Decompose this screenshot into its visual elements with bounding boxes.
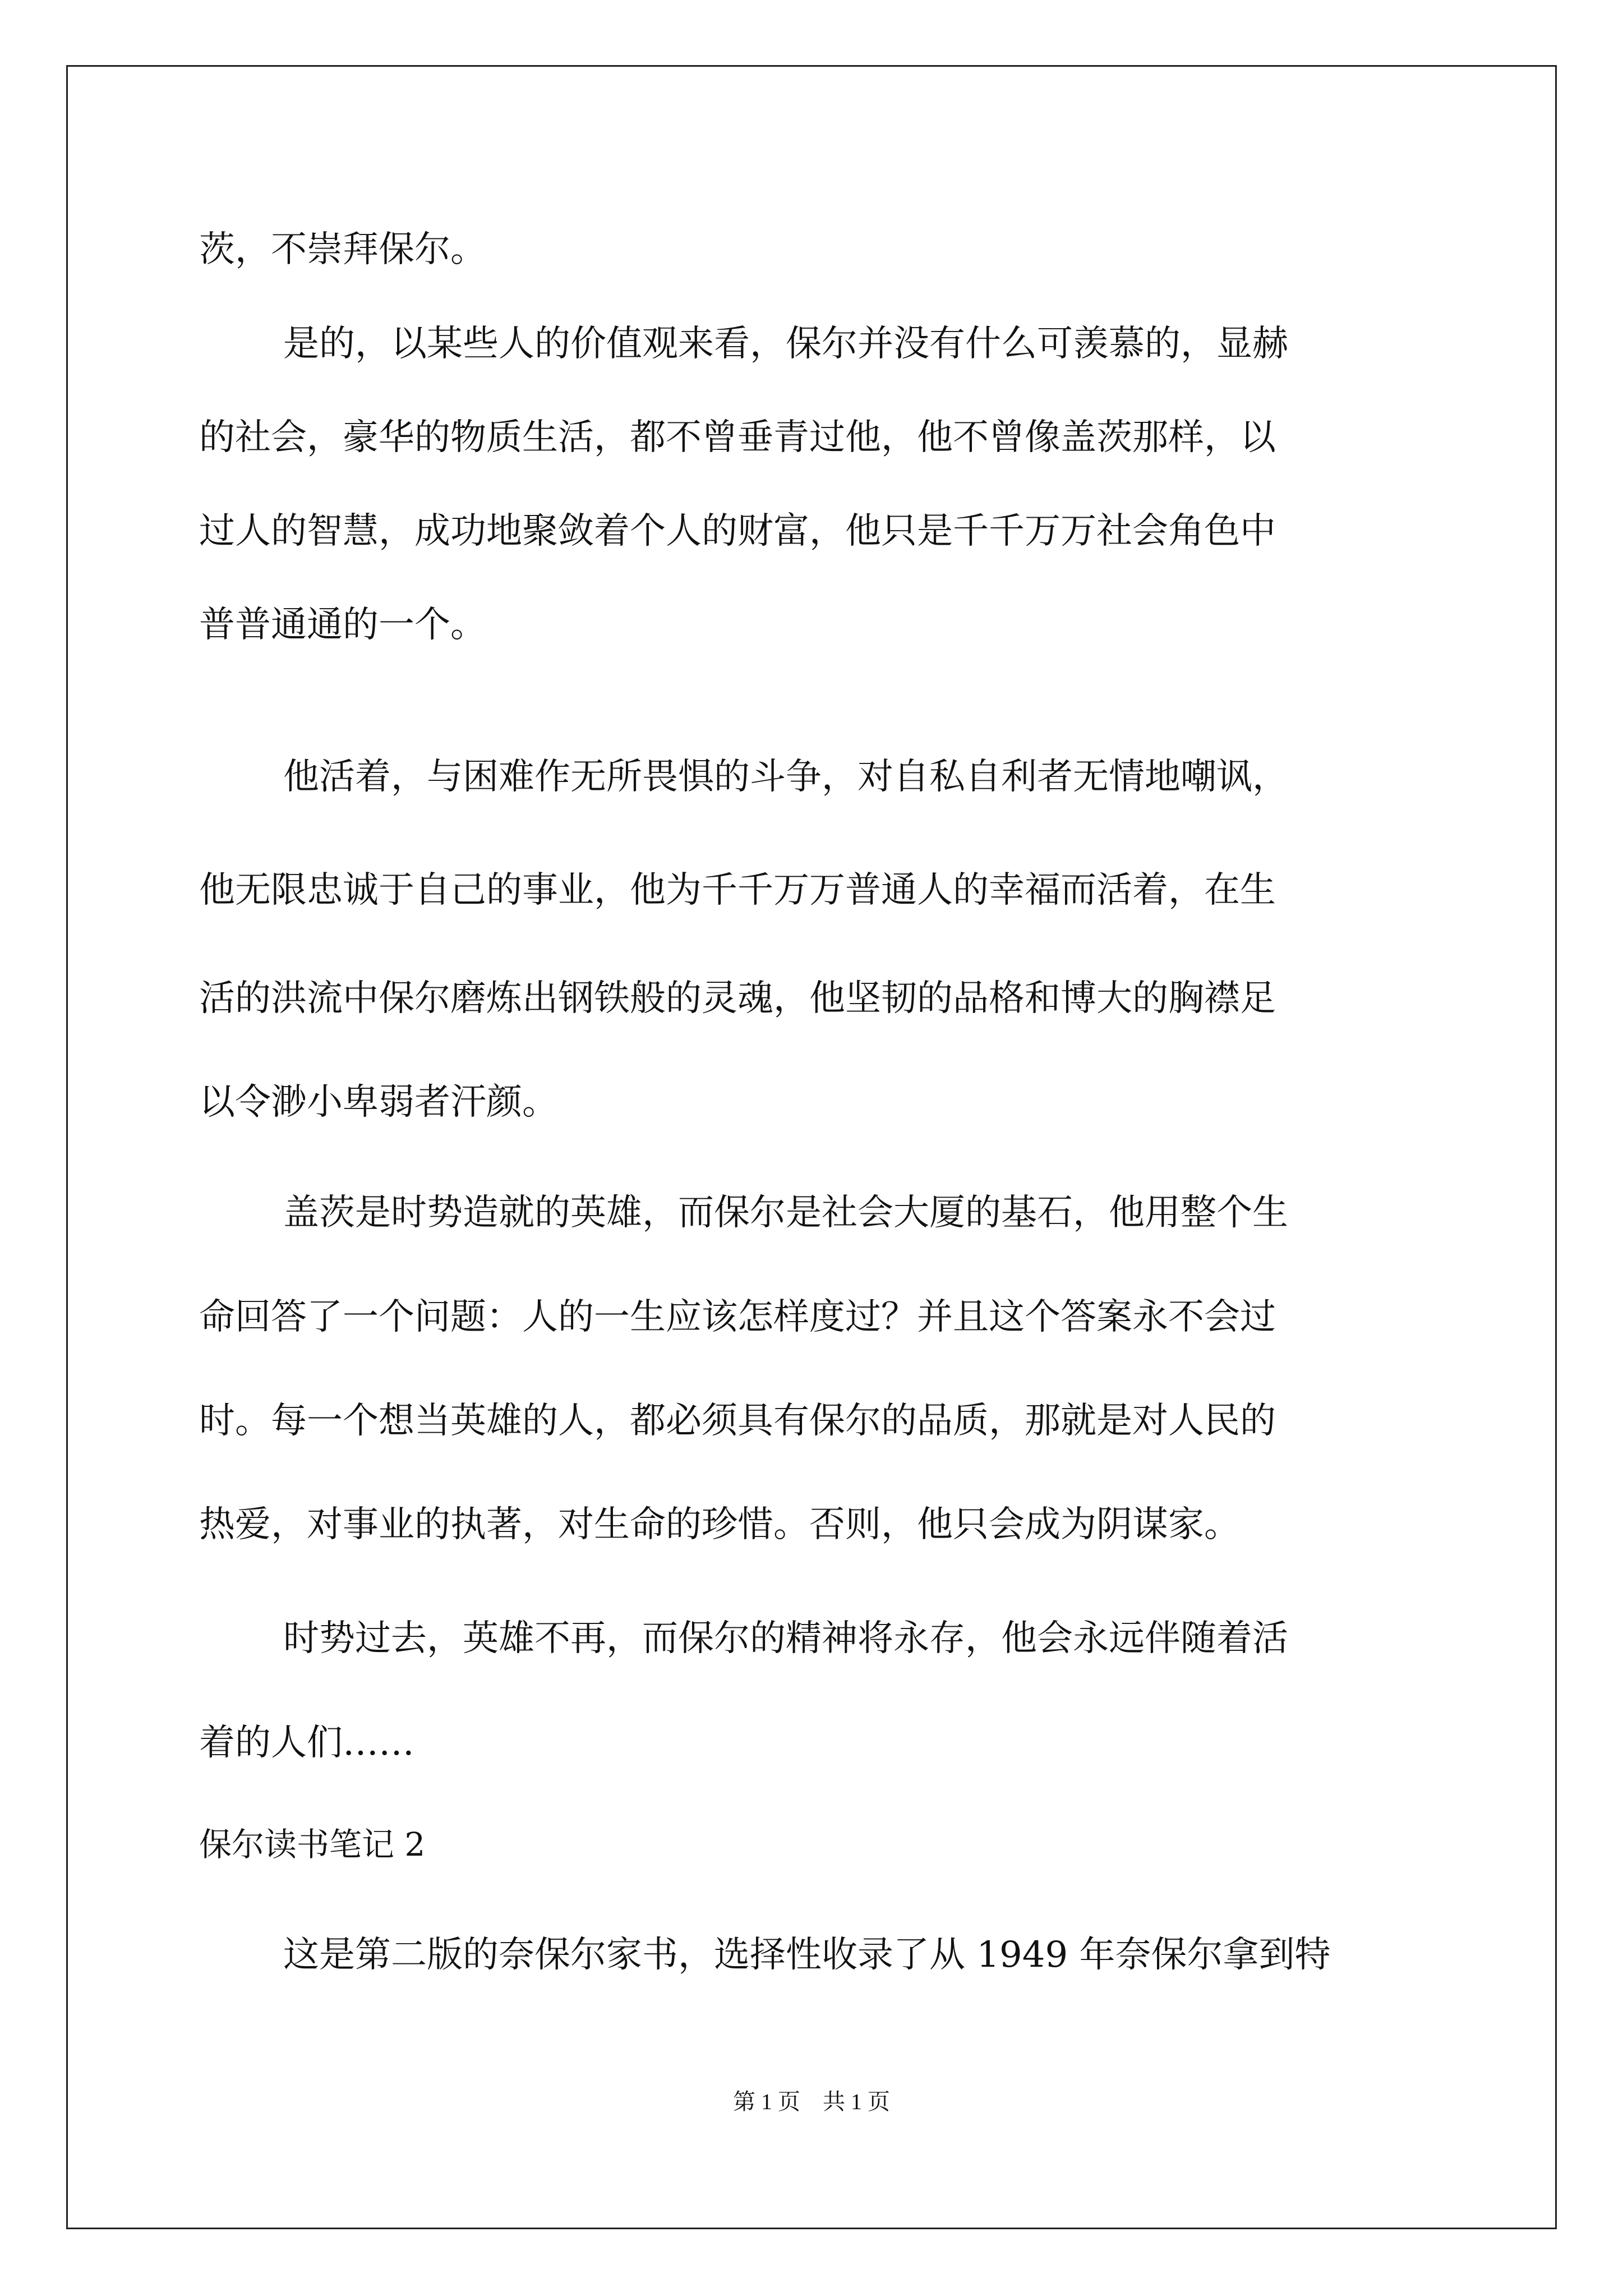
text-line: 茨，不崇拜保尔。: [199, 229, 486, 270]
text-line: 普普通通的一个。: [199, 604, 486, 646]
section-heading: 保尔读书笔记 2: [199, 1825, 426, 1864]
text-line: 热爱，对事业的执著，对生命的珍惜。否则，他只会成为阴谋家。: [199, 1504, 1240, 1545]
text-line: 的社会，豪华的物质生活，都不曾垂青过他，他不曾像盖茨那样，以: [199, 417, 1276, 458]
paragraph-start: 是的，以某些人的价值观来看，保尔并没有什么可羡慕的，显赫: [283, 323, 1288, 365]
text-line: 时。每一个想当英雄的人，都必须具有保尔的品质，那就是对人民的: [199, 1400, 1276, 1442]
page-number-footer: 第 1 页 共 1 页: [733, 2089, 890, 2114]
paragraph-start: 时势过去，英雄不再，而保尔的精神将永存，他会永远伴随着活: [283, 1618, 1288, 1659]
paragraph-start: 盖茨是时势造就的英雄，而保尔是社会大厦的基石，他用整个生: [283, 1192, 1288, 1234]
text-line: 以令渺小卑弱者汗颜。: [199, 1082, 558, 1123]
page-border: [66, 65, 1557, 2229]
text-line: 活的洪流中保尔磨炼出钢铁般的灵魂，他坚韧的品格和博大的胸襟足: [199, 978, 1276, 1019]
text-line: 他无限忠诚于自己的事业，他为千千万万普通人的幸福而活着，在生: [199, 869, 1276, 911]
paragraph-start: 他活着，与困难作无所畏惧的斗争，对自私自利者无情地嘲讽，: [283, 756, 1288, 798]
paragraph-start: 这是第二版的奈保尔家书，选择性收录了从 1949 年奈保尔拿到特: [283, 1934, 1331, 1976]
text-line: 过人的智慧，成功地聚敛着个人的财富，他只是千千万万社会角色中: [199, 510, 1276, 552]
text-line: 命回答了一个问题：人的一生应该怎样度过？并且这个答案永不会过: [199, 1296, 1276, 1338]
text-line: 着的人们……: [199, 1722, 414, 1764]
